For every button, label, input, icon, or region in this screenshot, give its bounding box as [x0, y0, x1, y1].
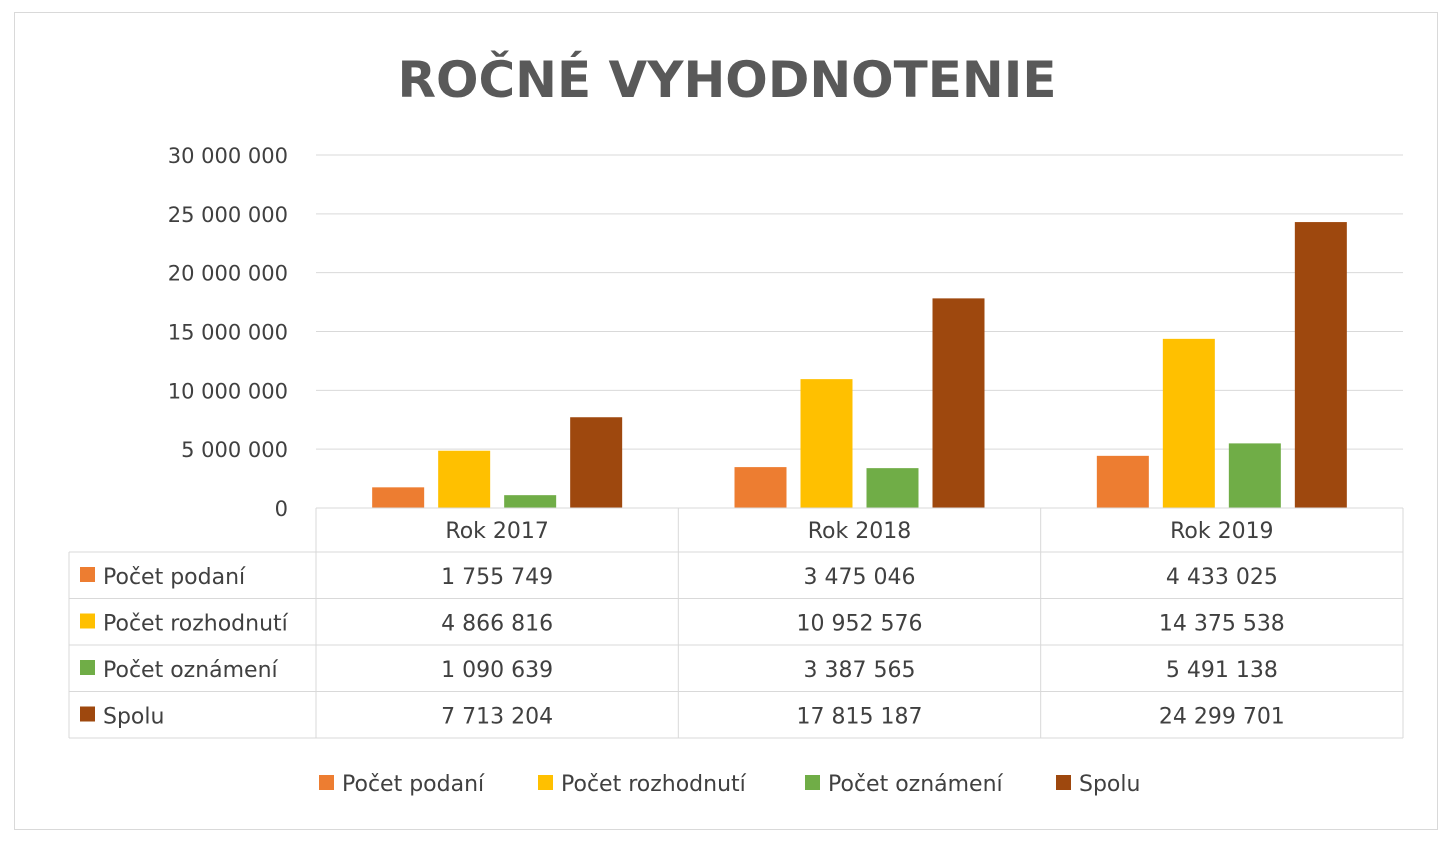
bar-pocet-rozhodnuti-rok-2018: [801, 379, 853, 508]
y-tick-label: 25 000 000: [167, 202, 288, 227]
table-cell-value: 1 090 639: [441, 658, 554, 683]
table-cell-value: 3 387 565: [803, 658, 916, 683]
category-label: Rok 2019: [1170, 519, 1274, 544]
table-series-name: Spolu: [103, 704, 165, 730]
gridlines: [316, 155, 1403, 449]
bar-spolu-rok-2017: [570, 417, 622, 508]
bar-spolu-rok-2019: [1295, 222, 1347, 508]
table-series-name: Počet podaní: [103, 565, 246, 590]
table-cell-value: 10 952 576: [796, 611, 923, 637]
y-tick-label: 30 000 000: [167, 144, 288, 168]
legend-label: Počet podaní: [342, 772, 485, 797]
bar-pocet-rozhodnuti-rok-2017: [438, 451, 490, 508]
bar-pocet-oznameni-rok-2018: [867, 468, 919, 508]
chart-title: ROČNÉ VYHODNOTENIE: [397, 51, 1057, 109]
y-tick-label: 10 000 000: [167, 379, 288, 404]
table-cell-value: 24 299 701: [1158, 704, 1285, 730]
table-series-name: Počet rozhodnutí: [103, 611, 288, 637]
legend: [319, 772, 1140, 797]
table-cell-value: 14 375 538: [1158, 611, 1285, 637]
category-label: Rok 2017: [445, 519, 549, 544]
legend-key-pocet-oznameni: [805, 775, 820, 790]
y-tick-label: 20 000 000: [167, 261, 288, 286]
table-cell-value: 1 755 749: [441, 565, 554, 590]
table-cell-value: 4 866 816: [441, 611, 554, 637]
bar-pocet-podani-rok-2018: [735, 467, 787, 508]
legend-label: Počet rozhodnutí: [561, 772, 746, 797]
legend-key-pocet-rozhodnuti: [538, 775, 553, 790]
bar-pocet-oznameni-rok-2019: [1229, 443, 1281, 508]
bar-spolu-rok-2018: [933, 298, 985, 508]
data-table: [69, 508, 1403, 738]
table-cell-value: 4 433 025: [1165, 565, 1278, 590]
y-tick-label: 0: [274, 497, 288, 521]
legend-label: Spolu: [1079, 772, 1141, 797]
category-label: Rok 2018: [807, 519, 912, 544]
y-tick-label: 15 000 000: [167, 320, 288, 345]
legend-key-pocet-podani: [319, 775, 334, 790]
bar-pocet-oznameni-rok-2017: [504, 495, 556, 508]
bar-pocet-rozhodnuti-rok-2019: [1163, 339, 1215, 508]
y-axis-ticks: [168, 144, 288, 521]
bars: [372, 222, 1347, 508]
table-legend-key: [80, 614, 95, 629]
y-tick-label: 5 000 000: [181, 438, 288, 463]
table-cell-value: 3 475 046: [803, 565, 916, 590]
table-legend-key: [80, 567, 95, 582]
table-legend-key: [80, 707, 95, 722]
table-cell-value: 17 815 187: [796, 704, 923, 730]
table-series-name: Počet oznámení: [103, 658, 278, 683]
bar-pocet-podani-rok-2017: [372, 487, 424, 508]
table-legend-key: [80, 660, 95, 675]
bar-pocet-podani-rok-2019: [1097, 456, 1149, 508]
table-cell-value: 7 713 204: [441, 704, 554, 730]
legend-label: Počet oznámení: [828, 772, 1003, 797]
legend-key-spolu: [1056, 775, 1071, 790]
table-cell-value: 5 491 138: [1165, 658, 1278, 683]
